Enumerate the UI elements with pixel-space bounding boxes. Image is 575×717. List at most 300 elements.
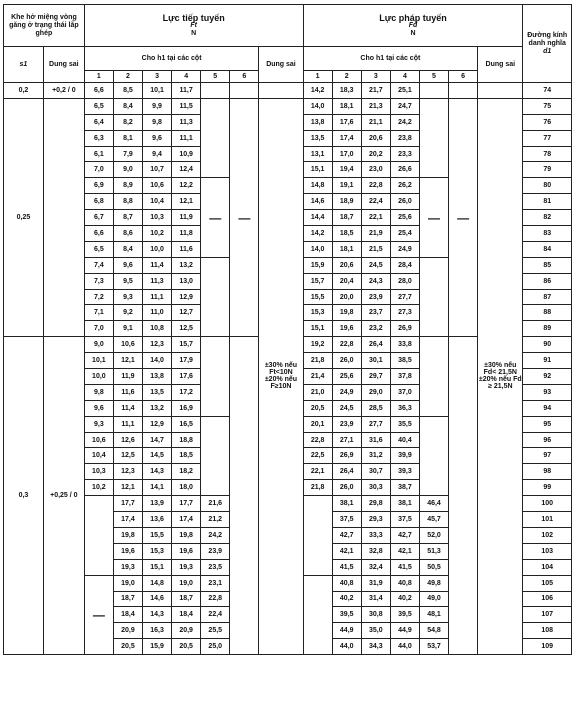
ft-value-cell: 10,2 [143, 226, 172, 242]
ft-empty-cell [230, 83, 259, 99]
ft-value-cell: 19,6 [172, 543, 201, 559]
ft-value-cell: 10,3 [84, 464, 113, 480]
fd-value-cell: 15,5 [303, 289, 332, 305]
fd-value-cell: 22,5 [303, 448, 332, 464]
table-row [4, 98, 572, 114]
fd-value-cell: 37,8 [390, 369, 419, 385]
ft-empty-cell [201, 416, 230, 495]
ft-value-cell: 11,3 [143, 273, 172, 289]
diameter-value: 108 [523, 623, 572, 639]
ft-value-cell: 8,7 [113, 210, 142, 226]
fd-value-cell: 44,9 [332, 623, 361, 639]
fd-value-cell: 18,1 [332, 241, 361, 257]
fd-value-cell: 37,0 [390, 384, 419, 400]
fd-value-cell: 26,4 [361, 337, 390, 353]
fd-value-cell: 42,1 [332, 543, 361, 559]
ft-value-cell: 15,9 [143, 639, 172, 655]
ft-value-cell: 6,6 [84, 226, 113, 242]
ft-value-cell: 9,3 [113, 289, 142, 305]
fd-value-cell: 18,9 [332, 194, 361, 210]
diameter-value: 83 [523, 226, 572, 242]
diameter-value: 98 [523, 464, 572, 480]
ft-value-cell: 9,6 [113, 257, 142, 273]
ft-value-cell: 8,9 [113, 178, 142, 194]
ft-value-cell: 10,6 [143, 178, 172, 194]
fd-value-cell: 22,8 [332, 337, 361, 353]
fd-value-cell: 14,2 [303, 83, 332, 99]
fd-col-4: 4 [390, 71, 419, 83]
ft-value-cell: 12,2 [172, 178, 201, 194]
fd-value-cell: 17,0 [332, 146, 361, 162]
fd-value-cell: 48,1 [419, 607, 448, 623]
fd-empty-cell [449, 337, 478, 655]
ft-value-cell: 8,2 [113, 114, 142, 130]
ft-empty-cell [201, 83, 230, 99]
fd-value-cell: 24,5 [361, 257, 390, 273]
fd-value-cell: 46,4 [419, 496, 448, 512]
ft-value-cell: 21,2 [201, 512, 230, 528]
fd-value-cell: 40,2 [390, 591, 419, 607]
fd-column-group: Cho h1 tại các cột [303, 47, 478, 71]
ft-value-cell: 12,9 [172, 289, 201, 305]
ft-value-cell: 8,6 [113, 226, 142, 242]
diameter-value: 75 [523, 98, 572, 114]
diameter-value: 102 [523, 527, 572, 543]
ft-value-cell: 10,7 [143, 162, 172, 178]
gap-value: 0,3 [4, 337, 44, 655]
diameter-value: 78 [523, 146, 572, 162]
ft-value-cell: 10,1 [143, 83, 172, 99]
ft-empty-cell [201, 98, 230, 177]
fd-value-cell: 21,1 [361, 114, 390, 130]
fd-value-cell: 27,3 [390, 305, 419, 321]
ft-value-cell: 19,8 [113, 527, 142, 543]
fd-value-cell: 20,0 [332, 289, 361, 305]
ft-value-cell: 10,4 [84, 448, 113, 464]
fd-value-cell: 18,7 [332, 210, 361, 226]
ft-value-cell: 6,9 [84, 178, 113, 194]
fd-value-cell: 38,1 [332, 496, 361, 512]
ft-value-cell: 17,4 [172, 512, 201, 528]
fd-value-cell: 31,4 [361, 591, 390, 607]
normal-header [303, 5, 523, 47]
ft-value-cell: 7,0 [84, 321, 113, 337]
fd-value-cell: 32,8 [361, 543, 390, 559]
ft-value-cell: 21,6 [201, 496, 230, 512]
fd-value-cell: 20,1 [303, 416, 332, 432]
fd-value-cell: 30,8 [361, 607, 390, 623]
diameter-value: 81 [523, 194, 572, 210]
fd-value-cell: 51,3 [419, 543, 448, 559]
fd-value-cell: 26,9 [332, 448, 361, 464]
ft-empty-cell [84, 496, 113, 575]
fd-value-cell: 49,0 [419, 591, 448, 607]
tangential-header [84, 5, 303, 47]
ft-value-cell: 7,1 [84, 305, 113, 321]
ft-value-cell: 12,7 [172, 305, 201, 321]
fd-col-5: 5 [419, 71, 448, 83]
ft-value-cell: 7,3 [84, 273, 113, 289]
ft-value-cell: 11,3 [172, 114, 201, 130]
diameter-value: 95 [523, 416, 572, 432]
fd-value-cell: 32,4 [361, 559, 390, 575]
diameter-value: 92 [523, 369, 572, 385]
fd-value-cell: 23,2 [361, 321, 390, 337]
diameter-value: 105 [523, 575, 572, 591]
dash-mark: — [449, 98, 478, 336]
ft-value-cell: 20,9 [113, 623, 142, 639]
ft-value-cell: 10,4 [143, 194, 172, 210]
ft-value-cell: 18,5 [172, 448, 201, 464]
fd-col-6: 6 [449, 71, 478, 83]
diameter-value: 109 [523, 639, 572, 655]
ft-value-cell: 8,5 [113, 83, 142, 99]
fd-value-cell: 25,1 [390, 83, 419, 99]
diameter-value: 76 [523, 114, 572, 130]
ft-value-cell: 25,5 [201, 623, 230, 639]
ft-value-cell: 20,5 [113, 639, 142, 655]
ft-value-cell: 11,9 [172, 210, 201, 226]
fd-value-cell: 29,7 [361, 369, 390, 385]
fd-value-cell: 40,2 [332, 591, 361, 607]
fd-value-cell: 15,1 [303, 321, 332, 337]
fd-value-cell: 49,8 [419, 575, 448, 591]
ft-value-cell: 6,3 [84, 130, 113, 146]
fd-value-cell: 40,8 [390, 575, 419, 591]
diameter-value: 90 [523, 337, 572, 353]
fd-value-cell: 40,8 [332, 575, 361, 591]
dash-mark: — [201, 178, 230, 257]
ft-value-cell: 23,9 [201, 543, 230, 559]
fd-value-cell: 23,7 [361, 305, 390, 321]
ft-value-cell: 16,9 [172, 400, 201, 416]
ft-value-cell: 6,6 [84, 83, 113, 99]
ft-value-cell: 15,3 [143, 543, 172, 559]
ft-value-cell: 16,5 [172, 416, 201, 432]
fd-value-cell: 45,7 [419, 512, 448, 528]
ft-value-cell: 11,1 [113, 416, 142, 432]
ft-value-cell: 12,9 [143, 416, 172, 432]
fd-value-cell: 18,3 [332, 83, 361, 99]
ft-value-cell: 17,4 [113, 512, 142, 528]
gap-tolerance-header: Dung sai [43, 47, 84, 83]
fd-value-cell: 20,4 [332, 273, 361, 289]
ft-value-cell: 12,5 [113, 448, 142, 464]
fd-value-cell: 23,8 [390, 130, 419, 146]
diameter-value: 82 [523, 210, 572, 226]
ft-value-cell: 9,1 [113, 321, 142, 337]
ft-value-cell: 19,0 [113, 575, 142, 591]
ft-value-cell: 17,7 [172, 496, 201, 512]
fd-empty-cell [419, 83, 448, 99]
ft-value-cell: 7,4 [84, 257, 113, 273]
fd-value-cell: 17,6 [332, 114, 361, 130]
fd-empty-cell [419, 98, 448, 177]
fd-value-cell: 14,0 [303, 241, 332, 257]
ft-value-cell: 10,6 [113, 337, 142, 353]
ft-value-cell: 10,6 [84, 432, 113, 448]
ft-value-cell: 22,8 [201, 591, 230, 607]
fd-tolerance: ±30% nếu Fd< 21,5N ±20% nếu Fd ≥ 21,5N [478, 98, 523, 654]
ft-value-cell: 6,5 [84, 98, 113, 114]
tangential-title: Lực tiếp tuyến [162, 12, 225, 23]
fd-value-cell: 30,3 [361, 480, 390, 496]
ft-value-cell: 14,1 [143, 480, 172, 496]
ft-col-2: 2 [113, 71, 142, 83]
ft-empty-cell [201, 337, 230, 416]
ft-value-cell: 9,9 [143, 98, 172, 114]
ft-value-cell: 13,6 [143, 512, 172, 528]
fd-value-cell: 24,2 [390, 114, 419, 130]
ft-value-cell: 6,1 [84, 146, 113, 162]
fd-value-cell: 20,6 [361, 130, 390, 146]
ft-value-cell: 9,5 [113, 273, 142, 289]
ft-value-cell: 12,6 [113, 432, 142, 448]
ft-value-cell: 18,4 [113, 607, 142, 623]
ft-value-cell: 24,2 [201, 527, 230, 543]
ft-value-cell: 14,5 [143, 448, 172, 464]
fd-value-cell: 24,7 [390, 98, 419, 114]
fd-value-cell: 25,4 [390, 226, 419, 242]
ft-value-cell: 18,2 [172, 464, 201, 480]
ft-value-cell: 10,3 [143, 210, 172, 226]
fd-value-cell: 41,5 [390, 559, 419, 575]
diameter-symbol: d1 [543, 47, 552, 55]
diameter-value: 89 [523, 321, 572, 337]
fd-value-cell: 44,0 [332, 639, 361, 655]
fd-empty-cell [449, 83, 478, 99]
ft-column-group: Cho h1 tại các cột [84, 47, 259, 71]
fd-value-cell: 38,5 [390, 353, 419, 369]
ft-value-cell: 11,4 [143, 257, 172, 273]
ft-value-cell: 17,7 [113, 496, 142, 512]
fd-value-cell: 14,2 [303, 226, 332, 242]
fd-value-cell: 15,3 [303, 305, 332, 321]
fd-value-cell: 53,7 [419, 639, 448, 655]
diameter-value: 97 [523, 448, 572, 464]
diameter-value: 74 [523, 83, 572, 99]
ft-value-cell: 17,9 [172, 353, 201, 369]
fd-value-cell: 25,6 [332, 369, 361, 385]
ft-value-cell: 19,0 [172, 575, 201, 591]
ft-col-3: 3 [143, 71, 172, 83]
fd-value-cell: 35,5 [390, 416, 419, 432]
ft-value-cell: 10,8 [143, 321, 172, 337]
fd-value-cell: 38,7 [390, 480, 419, 496]
dash-mark: — [419, 178, 448, 257]
fd-empty-cell [303, 575, 332, 654]
fd-value-cell: 22,8 [303, 432, 332, 448]
diameter-value: 80 [523, 178, 572, 194]
ft-value-cell: 6,4 [84, 114, 113, 130]
gap-value: 0,25 [4, 98, 44, 336]
ft-value-cell: 14,0 [143, 353, 172, 369]
diameter-value: 88 [523, 305, 572, 321]
ft-value-cell: 13,5 [143, 384, 172, 400]
fd-value-cell: 23,9 [361, 289, 390, 305]
ft-value-cell: 17,6 [172, 369, 201, 385]
fd-value-cell: 22,1 [361, 210, 390, 226]
fd-col-2: 2 [332, 71, 361, 83]
dash-mark: — [230, 98, 259, 336]
fd-value-cell: 31,6 [361, 432, 390, 448]
fd-value-cell: 28,4 [390, 257, 419, 273]
diameter-value: 86 [523, 273, 572, 289]
ft-value-cell: 18,7 [172, 591, 201, 607]
normal-unit: N [410, 29, 416, 37]
fd-value-cell: 26,0 [332, 480, 361, 496]
fd-value-cell: 39,5 [332, 607, 361, 623]
diameter-value: 79 [523, 162, 572, 178]
diameter-value: 77 [523, 130, 572, 146]
fd-value-cell: 15,7 [303, 273, 332, 289]
fd-value-cell: 27,7 [361, 416, 390, 432]
fd-value-cell: 42,7 [332, 527, 361, 543]
ft-value-cell: 20,9 [172, 623, 201, 639]
fd-value-cell: 29,3 [361, 512, 390, 528]
fd-value-cell: 19,2 [303, 337, 332, 353]
normal-symbol: Fd [408, 21, 418, 29]
ft-tolerance-header: Dung sai [259, 47, 303, 83]
gap-tolerance: +0,25 / 0 [43, 337, 84, 655]
fd-empty-cell [419, 337, 448, 416]
diameter-value: 103 [523, 543, 572, 559]
fd-value-cell: 39,5 [390, 607, 419, 623]
ft-value-cell: 11,6 [113, 384, 142, 400]
ft-value-cell: 13,2 [143, 400, 172, 416]
fd-value-cell: 21,8 [303, 353, 332, 369]
diameter-value: 94 [523, 400, 572, 416]
fd-value-cell: 50,5 [419, 559, 448, 575]
diameter-value: 91 [523, 353, 572, 369]
diameter-value: 99 [523, 480, 572, 496]
fd-value-cell: 15,1 [303, 162, 332, 178]
ft-value-cell: 11,1 [143, 289, 172, 305]
fd-value-cell: 26,6 [390, 162, 419, 178]
tangential-symbol: Ft [190, 21, 197, 29]
ft-value-cell: 11,0 [143, 305, 172, 321]
ft-value-cell: 10,1 [84, 353, 113, 369]
ft-value-cell: 16,3 [143, 623, 172, 639]
ft-value-cell: 9,8 [143, 114, 172, 130]
ft-value-cell: 9,0 [113, 162, 142, 178]
fd-value-cell: 40,4 [390, 432, 419, 448]
ft-value-cell: 12,1 [113, 353, 142, 369]
fd-value-cell: 44,9 [390, 623, 419, 639]
gap-symbol: s1 [4, 47, 44, 83]
diameter-header [523, 5, 572, 83]
fd-value-cell: 23,0 [361, 162, 390, 178]
fd-value-cell: 21,7 [361, 83, 390, 99]
ft-value-cell: 11,7 [172, 83, 201, 99]
diameter-value: 93 [523, 384, 572, 400]
diameter-value: 107 [523, 607, 572, 623]
fd-value-cell: 44,0 [390, 639, 419, 655]
fd-empty-cell [303, 496, 332, 575]
ft-value-cell: 12,1 [113, 480, 142, 496]
fd-value-cell: 28,0 [390, 273, 419, 289]
fd-value-cell: 33,3 [361, 527, 390, 543]
fd-value-cell: 39,3 [390, 464, 419, 480]
ft-value-cell: 11,6 [172, 241, 201, 257]
fd-col-1: 1 [303, 71, 332, 83]
ft-value-cell: 9,0 [84, 337, 113, 353]
ft-tolerance: ±30% nếu Ft<10N ±20% nếu F≥10N [259, 98, 303, 654]
fd-value-cell: 20,5 [303, 400, 332, 416]
fd-value-cell: 23,3 [390, 146, 419, 162]
ft-value-cell: 10,0 [84, 369, 113, 385]
ft-value-cell: 18,7 [113, 591, 142, 607]
ft-value-cell: 8,1 [113, 130, 142, 146]
fd-value-cell: 17,4 [332, 130, 361, 146]
fd-value-cell: 21,4 [303, 369, 332, 385]
fd-value-cell: 14,6 [303, 194, 332, 210]
diameter-value: 85 [523, 257, 572, 273]
tangential-unit: N [191, 29, 197, 37]
fd-value-cell: 19,8 [332, 305, 361, 321]
force-table [3, 4, 572, 655]
ft-value-cell: 22,4 [201, 607, 230, 623]
diameter-value: 104 [523, 559, 572, 575]
ft-value-cell: 6,8 [84, 194, 113, 210]
fd-value-cell: 26,2 [390, 178, 419, 194]
fd-value-cell: 37,5 [390, 512, 419, 528]
fd-value-cell: 28,5 [361, 400, 390, 416]
fd-empty-cell [419, 416, 448, 495]
fd-value-cell: 42,1 [390, 543, 419, 559]
fd-value-cell: 18,1 [332, 98, 361, 114]
ft-value-cell: 12,3 [113, 464, 142, 480]
fd-value-cell: 15,9 [303, 257, 332, 273]
ft-value-cell: 12,4 [172, 162, 201, 178]
ft-value-cell: 9,3 [84, 416, 113, 432]
fd-value-cell: 19,1 [332, 178, 361, 194]
ft-tolerance [259, 83, 303, 99]
fd-value-cell: 25,6 [390, 210, 419, 226]
ft-value-cell: 8,4 [113, 241, 142, 257]
fd-value-cell: 13,8 [303, 114, 332, 130]
ft-value-cell: 13,0 [172, 273, 201, 289]
ft-value-cell: 11,9 [113, 369, 142, 385]
ft-value-cell: 6,5 [84, 241, 113, 257]
ft-value-cell: 9,8 [84, 384, 113, 400]
fd-tolerance [478, 83, 523, 99]
ft-value-cell: 25,0 [201, 639, 230, 655]
fd-value-cell: 30,1 [361, 353, 390, 369]
table-row [4, 83, 572, 99]
ft-value-cell: 14,3 [143, 464, 172, 480]
ft-value-cell: 19,6 [113, 543, 142, 559]
fd-value-cell: 14,8 [303, 178, 332, 194]
fd-value-cell: 36,3 [390, 400, 419, 416]
fd-value-cell: 23,9 [332, 416, 361, 432]
ft-value-cell: 11,8 [172, 226, 201, 242]
table-body [4, 83, 572, 655]
fd-value-cell: 20,2 [361, 146, 390, 162]
ft-value-cell: 11,1 [172, 130, 201, 146]
ft-value-cell: 15,1 [143, 559, 172, 575]
ft-value-cell: 9,4 [143, 146, 172, 162]
fd-value-cell: 26,0 [390, 194, 419, 210]
ft-value-cell: 13,8 [143, 369, 172, 385]
ft-value-cell: 13,2 [172, 257, 201, 273]
ft-value-cell: 9,6 [84, 400, 113, 416]
ft-empty-cell [201, 257, 230, 336]
ft-col-1: 1 [84, 71, 113, 83]
diameter-value: 101 [523, 512, 572, 528]
fd-value-cell: 22,4 [361, 194, 390, 210]
fd-value-cell: 29,8 [361, 496, 390, 512]
